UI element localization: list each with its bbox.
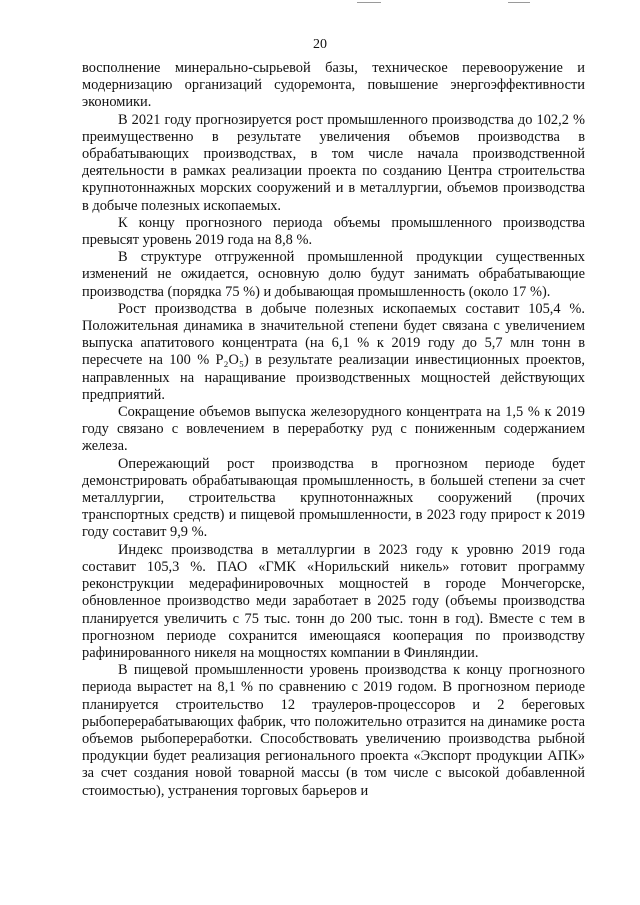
paragraph-period-end: К концу прогнозного периода объемы промышленного производства превысят уровень 2019 года на 8,8 %. — [82, 214, 585, 249]
paragraph-manufacturing: Опережающий рост производства в прогнозном периоде будет демонстрировать обрабатывающая промышленность, в большей степени за счет металлургии, строительства крупнотоннажных сооружений (прочих транспортных средств) и пищевой промышленности, в 2023 году прирост к 2019 году составит 9,9 %. — [82, 455, 585, 541]
document-body — [82, 60, 585, 800]
paragraph-2021-forecast: В 2021 году прогнозируется рост промышленного производства до 102,2 % преимущественно в результате увеличения объемов производства в обрабатывающих производствах, в том числе начала производственной деятельности в рамках реализации проекта по созданию Центра строительства крупнотоннажных морских сооружений и в металлургии, объемов производства в добыче полезных ископаемых. — [82, 111, 585, 214]
paragraph-iron-ore: Сокращение объемов выпуска железорудного концентрата на 1,5 % к 2019 году связано с вовлечением в переработку руд с пониженным содержанием железа. — [82, 404, 585, 455]
scan-mark — [357, 2, 381, 3]
scan-top-marks — [0, 0, 640, 6]
paragraph-metallurgy: Индекс производства в металлургии в 2023 году к уровню 2019 года составит 105,3 %. ПАО «ГМК «Норильский никель» готовит программу реконструкции медерафинировочных мощностей в городе Мончегорске, обновленное производство меди заработает в 2025 году (объемы производства планируется увеличить с 75 тыс. тонн до 200 тыс. тонн в год). Вместе с тем в прогнозном периоде сохранится имеющаяся кооперация по производству рафинированного никеля на мощностях компании в Финляндии. — [82, 541, 585, 661]
paragraph-mining: Рост производства в добыче полезных ископаемых составит 105,4 %. Положительная динамика в значительной степени будет связана с увеличением выпуска апатитового концентрата (на 6,1 % к 2019 году до 5,7 млн тонн в пересчете на 100 % P₂O₅) в результате реализации инвестиционных проектов, направленных на наращивание производственных мощностей действующих предприятий. — [82, 300, 585, 403]
paragraph-continuation: восполнение минерально-сырьевой базы, техническое перевооружение и модернизацию организаций судоремонта, повышение энергоэффективности экономики. — [82, 60, 585, 111]
paragraph-food-industry: В пищевой промышленности уровень производства к концу прогнозного периода вырастет на 8,1 % по сравнению с 2019 годом. В прогнозном периоде планируется строительство 12 траулеров-процессоров и 2 береговых рыбоперерабатывающих фабрик, что положительно отразится на динамике роста объемов рыбопереработки. Способствовать увеличению производства рыбной продукции будет реализация регионального проекта «Экспорт продукции АПК» за счет создания новой товарной массы (в том числе с высокой добавленной стоимостью), устранения торговых барьеров и — [82, 662, 585, 799]
page-number: 20 — [313, 37, 327, 52]
scan-mark — [508, 2, 530, 3]
paragraph-structure: В структуре отгруженной промышленной продукции существенных изменений не ожидается, основную долю будут занимать обрабатывающие производства (порядка 75 %) и добывающая промышленность (около 17 %). — [82, 249, 585, 300]
